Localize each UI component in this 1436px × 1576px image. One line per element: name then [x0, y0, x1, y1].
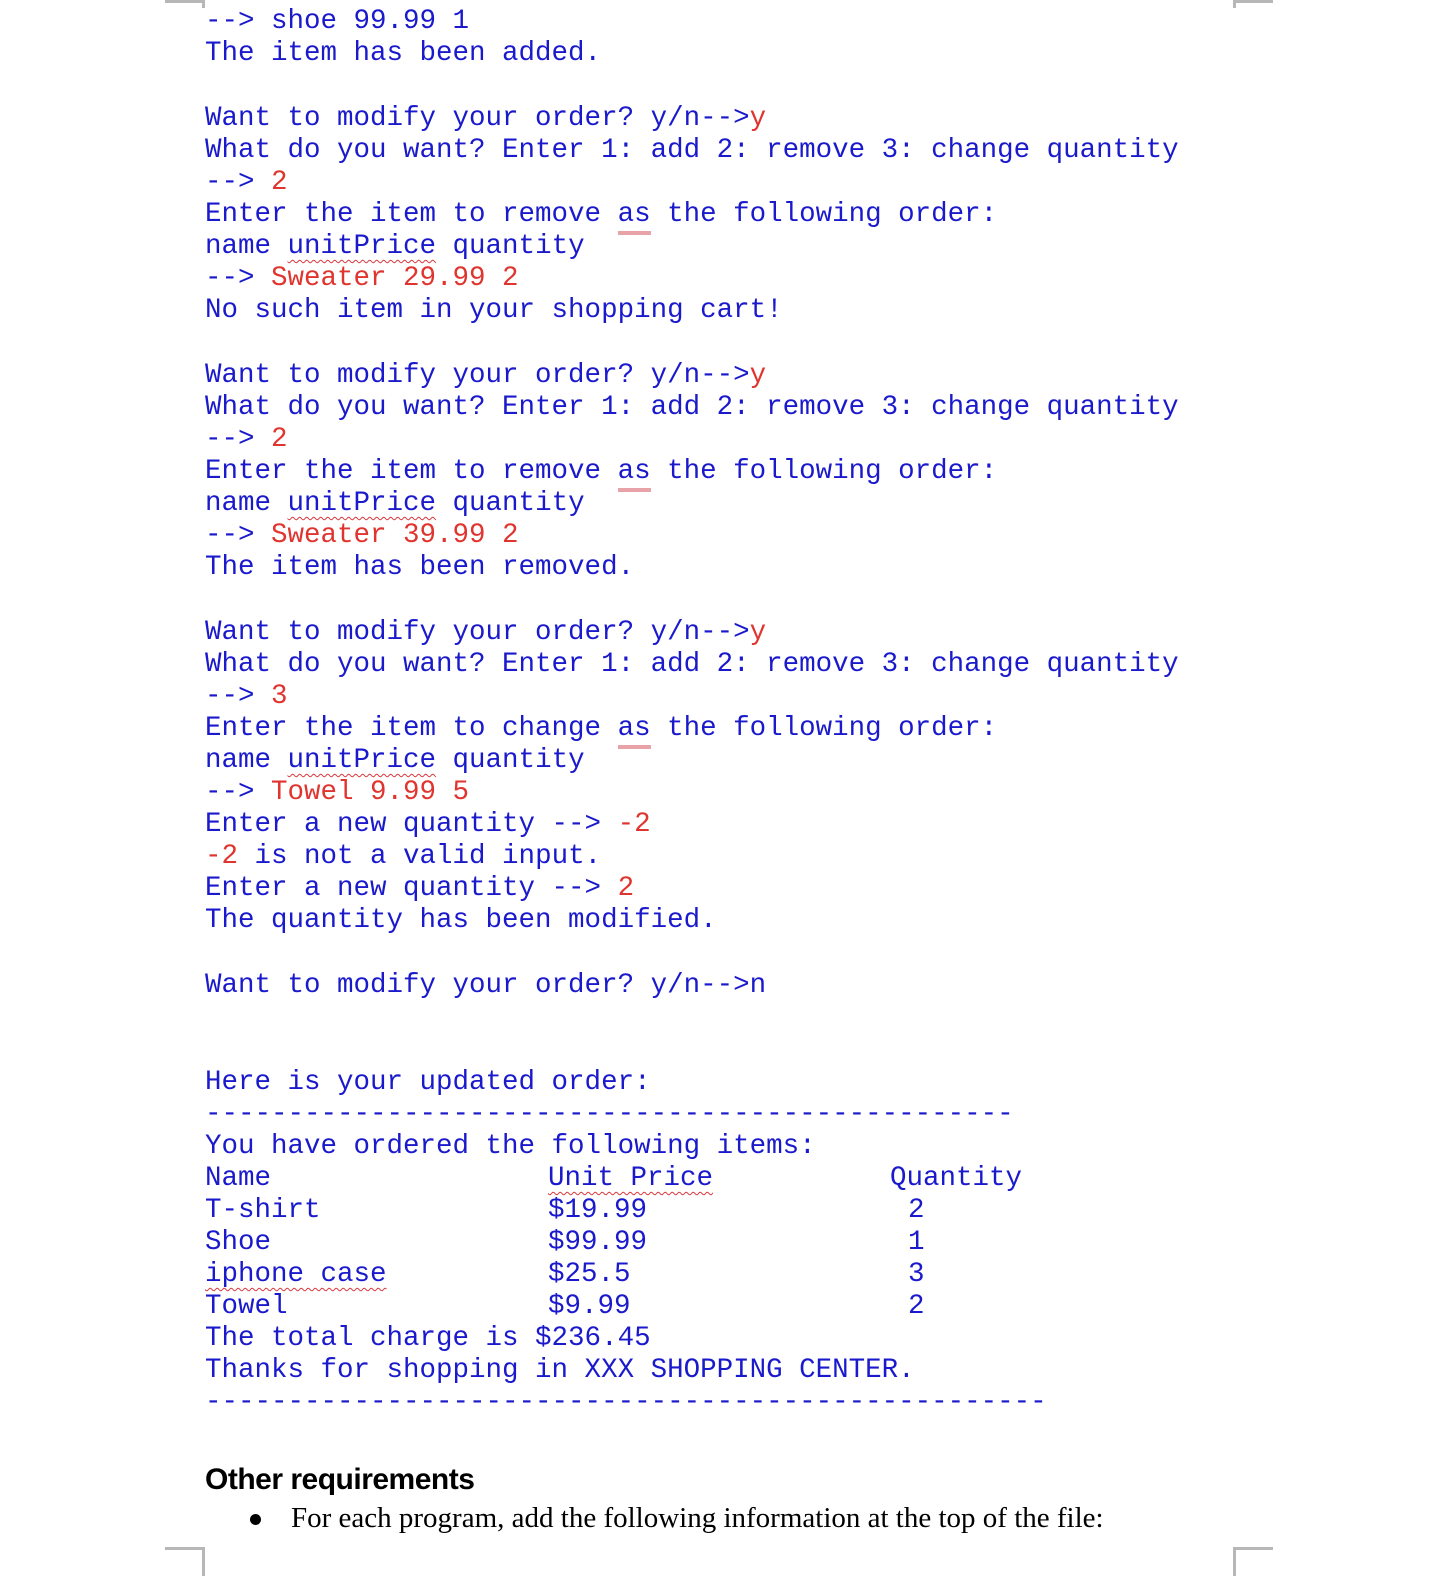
blank-line [205, 327, 1315, 360]
result-line: No such item in your shopping cart! [205, 295, 783, 326]
input-line: --> Towel 9.99 5 [205, 777, 470, 808]
cell-quantity: 2 [908, 1195, 925, 1226]
blank-line [205, 584, 1315, 617]
format-line: name unitPrice quantity [205, 231, 585, 262]
menu-line: What do you want? Enter 1: add 2: remove 3: change quantity [205, 649, 1179, 680]
crop-mark-bottom-right-v [1233, 1547, 1236, 1576]
grammar-mark: as [617, 456, 651, 487]
spelling-mark: unitPrice [287, 231, 437, 262]
choice-line: --> 2 [205, 424, 288, 455]
total-line: The total charge is $236.45 [205, 1323, 651, 1354]
final-modify-prompt: Want to modify your order? y/n-->n [205, 970, 767, 1001]
new-quantity-line: Enter a new quantity --> 2 [205, 873, 635, 904]
divider-top: ------------------------------------------------- [205, 1099, 1014, 1130]
cell-unit-price: $99.99 [548, 1227, 648, 1258]
cell-quantity: 1 [908, 1227, 925, 1258]
result-line: The item has been removed. [205, 552, 635, 583]
result-line: The quantity has been modified. [205, 905, 717, 936]
format-line: name unitPrice quantity [205, 745, 585, 776]
bullet-icon [250, 1514, 261, 1525]
modify-prompt: Want to modify your order? y/n-->y [205, 617, 767, 648]
section-heading: Other requirements [205, 1463, 475, 1496]
table-header-row [205, 1163, 1315, 1195]
input-line: --> Sweater 39.99 2 [205, 520, 519, 551]
cell-unit-price: $9.99 [548, 1291, 631, 1322]
blank-line [205, 937, 1315, 970]
cell-unit-price: $19.99 [548, 1195, 648, 1226]
input-line: --> Sweater 29.99 2 [205, 263, 519, 294]
divider-bottom: --------------------------------------------------- [205, 1387, 1047, 1418]
crop-mark-top-right-h [1233, 0, 1273, 3]
modify-prompt: Want to modify your order? y/n-->y [205, 103, 767, 134]
menu-line: What do you want? Enter 1: add 2: remove 3: change quantity [205, 135, 1179, 166]
instruction-line: Enter the item to remove as the following order: [205, 199, 998, 230]
cell-name: iphone case [205, 1259, 387, 1290]
table-row [205, 1195, 1315, 1227]
cell-name: T-shirt [205, 1195, 321, 1226]
console-transcript [205, 6, 1315, 1419]
cell-name: Towel [205, 1291, 288, 1322]
grammar-mark: as [617, 199, 651, 230]
modify-prompt: Want to modify your order? y/n-->y [205, 360, 767, 391]
cell-unit-price: $25.5 [548, 1259, 631, 1290]
summary-title: Here is your updated order: [205, 1067, 651, 1098]
blank-line [205, 1034, 1315, 1067]
console-line: The item has been added. [205, 38, 602, 69]
instruction-line: Enter the item to change as the following order: [205, 713, 998, 744]
format-line: name unitPrice quantity [205, 488, 585, 519]
cell-quantity: 2 [908, 1291, 925, 1322]
column-header-quantity: Quantity [890, 1163, 1023, 1194]
list-item-text: For each program, add the following information at the top of the file: [291, 1502, 1104, 1534]
table-row [205, 1259, 1315, 1291]
choice-line: --> 3 [205, 681, 288, 712]
column-header-unit-price: Unit Price [548, 1163, 714, 1194]
crop-mark-bottom-left-v [202, 1547, 205, 1576]
column-header-name: Name [205, 1163, 272, 1194]
thanks-line: Thanks for shopping in XXX SHOPPING CENTER. [205, 1355, 915, 1386]
choice-line: --> 2 [205, 167, 288, 198]
instruction-line: Enter the item to remove as the following order: [205, 456, 998, 487]
invalid-line: -2 is not a valid input. [205, 841, 602, 872]
new-quantity-line: Enter a new quantity --> -2 [205, 809, 651, 840]
blank-line [205, 1002, 1315, 1034]
ordered-header: You have ordered the following items: [205, 1131, 816, 1162]
table-row [205, 1227, 1315, 1259]
spelling-mark: unitPrice [287, 745, 437, 776]
crop-mark-top-left-h [165, 0, 205, 3]
blank-line [205, 70, 1315, 103]
console-line: --> shoe 99.99 1 [205, 6, 470, 37]
grammar-mark: as [617, 713, 651, 744]
table-row [205, 1291, 1315, 1323]
cell-name: Shoe [205, 1227, 272, 1258]
menu-line: What do you want? Enter 1: add 2: remove 3: change quantity [205, 392, 1179, 423]
spelling-mark: unitPrice [287, 488, 437, 519]
cell-quantity: 3 [908, 1259, 925, 1290]
crop-mark-bottom-right-h [1233, 1547, 1273, 1550]
crop-mark-bottom-left-h [165, 1547, 205, 1550]
